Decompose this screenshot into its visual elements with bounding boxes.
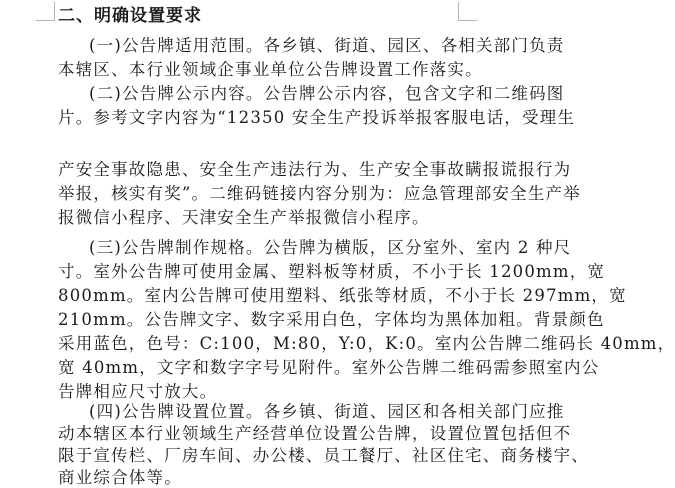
paragraph-line: (四)公告牌设置位置。各乡镇、街道、园区和各相关部门应推 bbox=[89, 402, 565, 421]
paragraph-line: (三)公告牌制作规格。公告牌为横版，区分室外、室内 2 种尺 bbox=[89, 238, 572, 257]
paragraph-line: 商业综合体等。 bbox=[58, 468, 182, 487]
paragraph-line: 限于宣传栏、厂房车间、办公楼、员工餐厅、社区住宅、商务楼宇、 bbox=[58, 446, 589, 465]
paragraph-line: 片。参考文字内容为“12350 安全生产投诉举报客服电话，受理生 bbox=[58, 108, 576, 127]
paragraph-line: (一)公告牌适用范围。各乡镇、街道、园区、各相关部门负责 bbox=[89, 36, 565, 55]
paragraph-line: 产安全事故隐患、安全生产违法行为、生产安全事故瞒报谎报行为 bbox=[58, 160, 572, 179]
paragraph-line: 210mm。公告牌文字、数字采用白色，字体均为黑体加粗。背景颜色 bbox=[58, 310, 605, 329]
paragraph-line: 宽 40mm，文字和数字字号见附件。室外公告牌二维码需参照室内公 bbox=[58, 358, 600, 377]
paragraph-line: 告牌相应尺寸放大。 bbox=[58, 382, 218, 401]
paragraph-line: 寸。室外公告牌可使用金属、塑料板等材质，不小于长 1200mm，宽 bbox=[58, 262, 606, 281]
crop-mark-top-right bbox=[458, 2, 477, 21]
paragraph-line: 动本辖区本行业领域生产经营单位设置公告牌，设置位置包括但不 bbox=[58, 424, 572, 443]
paragraph-line: (二)公告牌公示内容。公告牌公示内容，包含文字和二维码图 bbox=[89, 84, 565, 103]
paragraph-line: 本辖区、本行业领域企事业单位公告牌设置工作落实。 bbox=[58, 60, 483, 79]
paragraph-line: 举报，核实有奖”。二维码链接内容分别为：应急管理部安全生产举 bbox=[58, 184, 581, 203]
crop-mark-top-left bbox=[36, 2, 55, 21]
section-heading: 二、明确设置要求 bbox=[58, 6, 202, 26]
paragraph-line: 采用蓝色，色号：C:100，M:80，Y:0，K:0。室内公告牌二维码长 40mm， bbox=[58, 334, 675, 353]
paragraph-line: 800mm。室内公告牌可使用塑料、纸张等材质，不小于长 297mm，宽 bbox=[58, 286, 627, 305]
paragraph-line: 报微信小程序、天津安全生产举报微信小程序。 bbox=[58, 208, 430, 227]
